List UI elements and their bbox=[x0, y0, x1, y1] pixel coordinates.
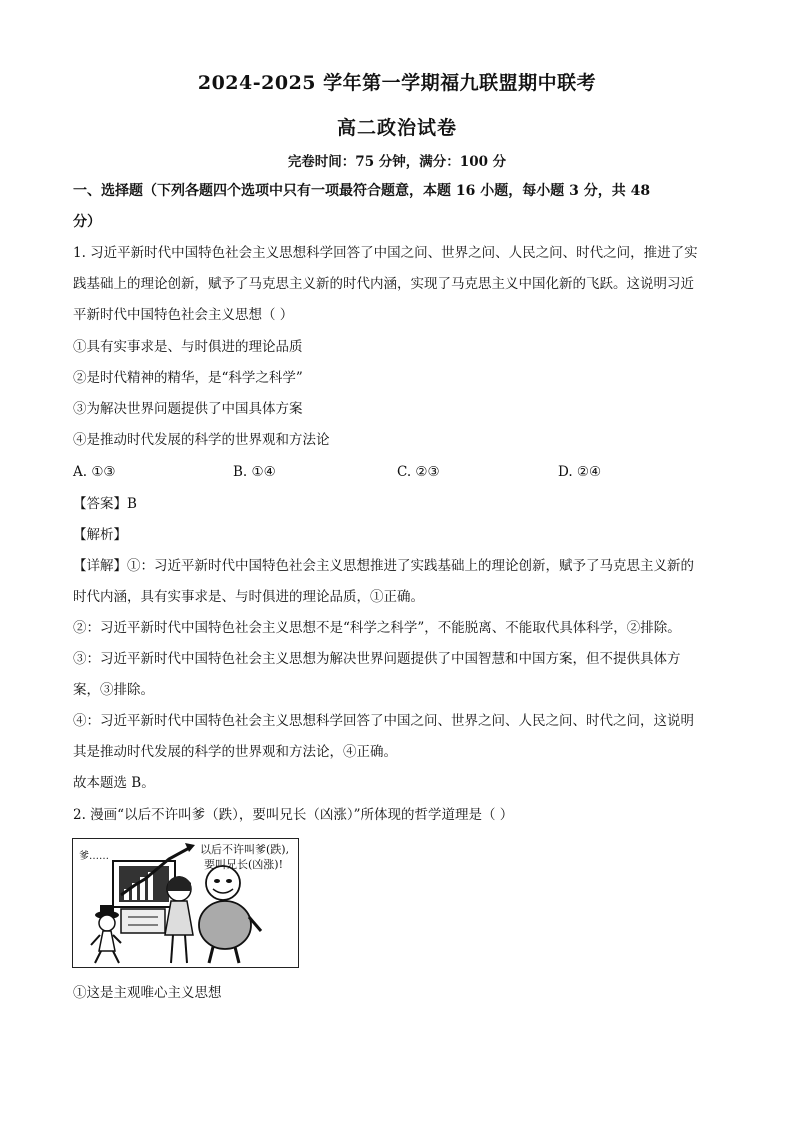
detail-tag: 【详解】 bbox=[73, 558, 127, 574]
q1-conclusion: 故本题选 B。 bbox=[73, 775, 155, 791]
exam-meta: 完卷时间：75 分钟，满分：100 分 bbox=[287, 154, 507, 170]
comic-small-talk: 爹…… bbox=[79, 851, 109, 862]
q1-answer bbox=[73, 489, 721, 520]
q1-stem: 践基础上的理论创新，赋予了马克思主义新的时代内涵，实现了马克思主义中国化新的飞跃。这说明习近 bbox=[73, 276, 694, 292]
comic-illustration bbox=[72, 838, 299, 968]
q1-option-d: D. ②④ bbox=[558, 464, 602, 480]
q1-stem: 1. 习近平新时代中国特色社会主义思想科学回答了中国之问、世界之问、人民之问、时代之问，推进了实 bbox=[73, 245, 698, 261]
comic-bubble-line2: 要叫兄长(凶涨)! bbox=[204, 858, 284, 871]
q1-item: ④是推动时代发展的科学的世界观和方法论 bbox=[73, 432, 330, 448]
q1-stem: 平新时代中国特色社会主义思想（ ） bbox=[73, 307, 294, 323]
q1-item: ②是时代精神的精华，是“科学之科学” bbox=[73, 370, 303, 386]
section-heading-cont: 分） bbox=[73, 214, 101, 230]
q1-detail: ③：习近平新时代中国特色社会主义思想为解决世界问题提供了中国智慧和中国方案，但不提供具体方 bbox=[73, 651, 681, 667]
q2-item: ①这是主观唯心主义思想 bbox=[73, 985, 222, 1001]
big-man-figure bbox=[199, 866, 261, 963]
q1-detail bbox=[73, 551, 721, 582]
q1-option-c: C. ②③ bbox=[397, 464, 440, 480]
q1-detail: 时代内涵，具有实事求是、与时俱进的理论品质，①正确。 bbox=[73, 589, 424, 605]
section-heading: 一、选择题（下列各题四个选项中只有一项最符合题意，本题 16 小题，每小题 3 分，共 48 bbox=[73, 183, 651, 199]
exam-subject: 高二政治试卷 bbox=[336, 117, 457, 139]
q1-analysis-tag: 【解析】 bbox=[73, 527, 127, 543]
answer-value: B bbox=[127, 496, 137, 512]
q1-detail: ②：习近平新时代中国特色社会主义思想不是“科学之科学”，不能脱离、不能取代具体科学，②排除。 bbox=[73, 620, 681, 636]
exam-title: 2024-2025 学年第一学期福九联盟期中联考 bbox=[197, 72, 597, 94]
comic-bubble-line1: 以后不许叫爹(跌), bbox=[200, 843, 290, 856]
desk-icon bbox=[121, 909, 165, 933]
q1-item: ①具有实事求是、与时俱进的理论品质 bbox=[73, 339, 303, 355]
q2-stem: 2. 漫画“以后不许叫爹（跌），要叫兄长（凶涨）”所体现的哲学道理是（ ） bbox=[73, 807, 514, 823]
answer-tag: 【答案】 bbox=[73, 496, 127, 512]
detail-text: ①：习近平新时代中国特色社会主义思想推进了实践基础上的理论创新，赋予了马克思主义新的 bbox=[127, 558, 694, 574]
comic-drawing bbox=[73, 839, 298, 967]
q1-option-b: B. ①④ bbox=[233, 464, 276, 480]
q1-detail: 其是推动时代发展的科学的世界观和方法论，④正确。 bbox=[73, 744, 397, 760]
woman-figure bbox=[165, 876, 193, 963]
q1-option-a: A. ①③ bbox=[73, 464, 116, 480]
small-man-figure bbox=[91, 905, 121, 963]
q1-detail: 案，③排除。 bbox=[73, 682, 154, 698]
q1-item: ③为解决世界问题提供了中国具体方案 bbox=[73, 401, 303, 417]
q1-detail: ④：习近平新时代中国特色社会主义思想科学回答了中国之问、世界之问、人民之问、时代之问，这说明 bbox=[73, 713, 694, 729]
